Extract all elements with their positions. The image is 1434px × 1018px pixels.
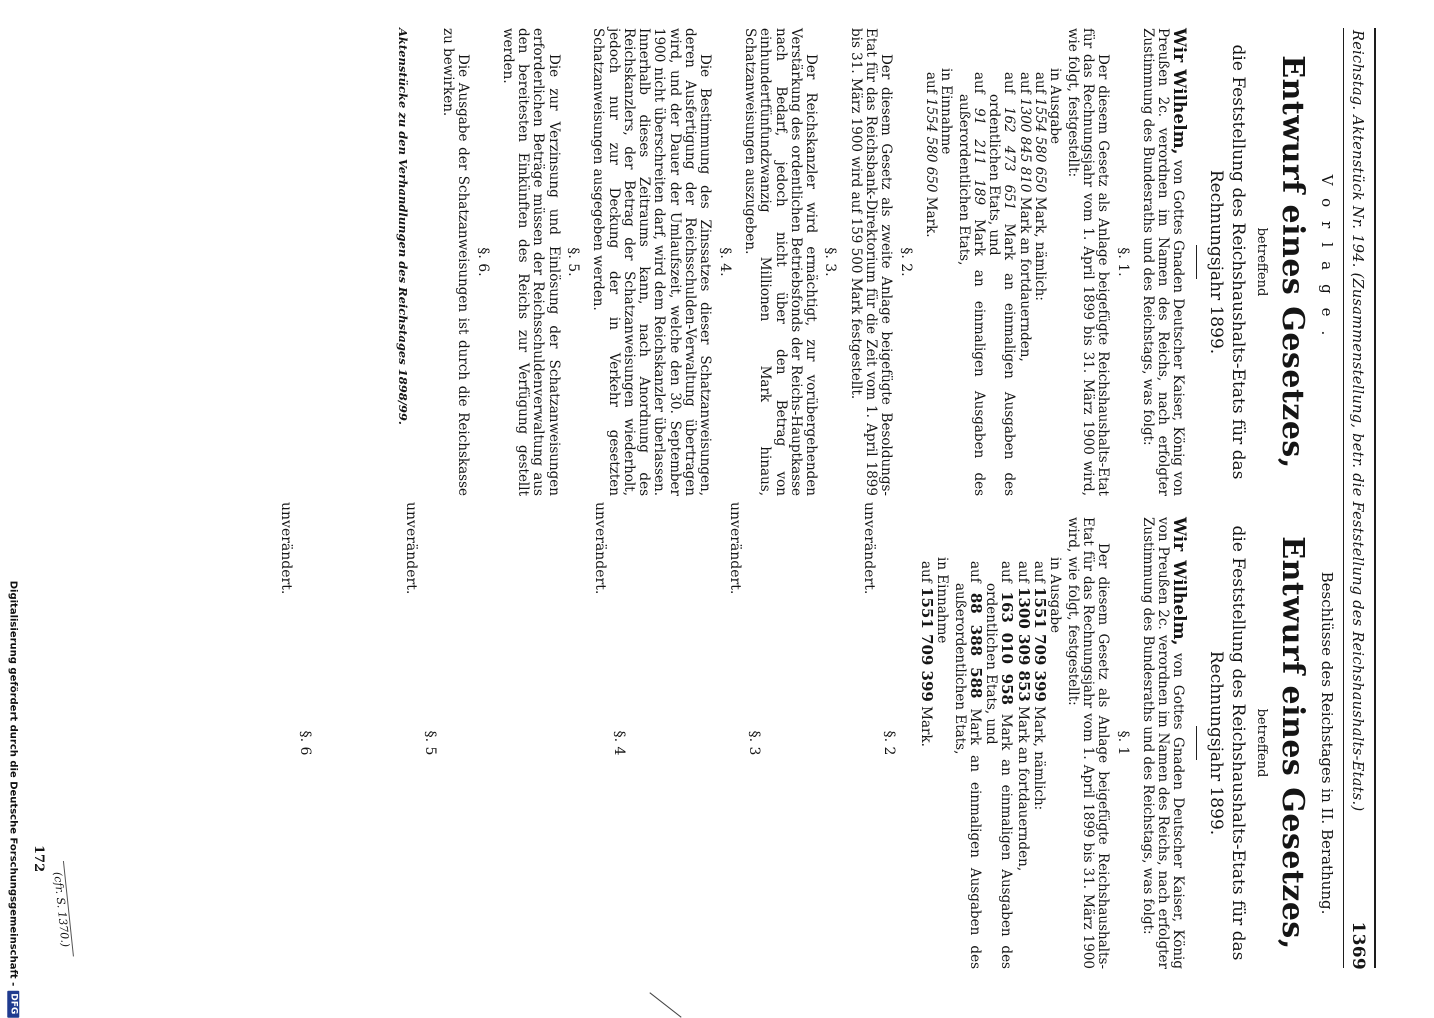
einmalig-ordentlich-rest: Mark an einmaligen Ausgaben des ordentlichen Etats, und <box>986 94 1018 497</box>
section-1-text: Der diesem Gesetz als Anlage beigefügte Reichshaushalts-Etat für das Rechnungsjahr vom 1. April 1899 bis 31. März 1900 wird, wie folgt, festgestellt: <box>1064 517 1112 969</box>
section-3-sign: §. 3 <box>746 730 763 756</box>
section-5-sign: §. 5 <box>421 730 438 756</box>
betreffend-label: betreffend <box>1253 708 1269 778</box>
section-4-sign: §. 4. <box>716 247 733 277</box>
preamble-ruler: Wir Wilhelm, <box>1169 517 1190 646</box>
folio-number: 172 <box>31 845 46 873</box>
section-1-sign: §. 1 <box>1114 730 1131 756</box>
einnahme-row: auf 1551 709 399 Mark. <box>917 561 936 747</box>
column-label: Beschlüsse des Reichstages in II. Berathung. <box>1318 571 1336 915</box>
fortdauernd-row: auf 1300 309 853 Mark an fortdauernden, <box>1014 561 1033 872</box>
preamble-ruler: Wir Wilhelm, <box>1169 28 1190 155</box>
einnahme-row: auf 1554 580 650 Mark. <box>922 72 939 238</box>
einmalig-ordentlich-amount: 162 473 651 <box>1001 106 1018 211</box>
section-2-text: Der diesem Gesetz als zweite Anlage beigefügte Besoldungs-Etat für das Reichsbank-Direktorium für die Zeit vom 1. April 1899 bis 31. März 1900 wird auf 159 500 Mark festgestellt. <box>847 28 895 496</box>
section-6-sign: §. 6 <box>297 730 314 756</box>
section-2-sign: §. 2. <box>897 247 914 277</box>
preamble-ruler-rest: von Gottes Gnaden Deutscher Kaiser, König von Preußen 2c. <box>1155 517 1187 969</box>
margin-pencil-mark <box>649 992 681 1017</box>
einmalig-ausserordentlich-row: auf 88 388 588 Mark an einmaligen Ausgaben des außerordentlichen Etats, <box>951 561 985 969</box>
einmalig-ausserordentlich-amount: 91 211 189 <box>970 107 987 206</box>
preamble <box>1139 28 1190 497</box>
ausgabe-total-row: auf 1554 580 650 Mark, nämlich: <box>1032 72 1049 301</box>
section-2-sign: §. 2 <box>880 730 897 756</box>
einnahme-rest: Mark. <box>922 192 939 238</box>
section-5-sign: §. 5. <box>565 247 582 277</box>
preamble <box>1139 517 1190 969</box>
ausgabe-label: in Ausgabe <box>1047 68 1064 144</box>
einnahme-amount: 1554 580 650 <box>922 98 939 193</box>
ausgabe-label: in Ausgabe <box>1047 557 1064 633</box>
page-number: 1369 <box>1348 921 1368 970</box>
section-6-unchanged: unverändert. <box>277 502 294 595</box>
einnahme-rest: Mark. <box>917 701 934 747</box>
section-2-unchanged: unverändert. <box>861 502 878 595</box>
law-subject: die Feststellung des Reichshaushalts-Etats für das Rechnungsjahr 1899. <box>1206 44 1249 480</box>
credit-text: Digitalisierung gefördert durch die Deutsche Forschungsgemeinschaft - <box>7 580 19 987</box>
dfg-logo: DFG <box>7 990 19 1017</box>
fortdauernd-row: auf 1300 845 810 Mark an fortdauernden, <box>1016 72 1033 362</box>
column-beschluesse <box>118 502 1338 969</box>
section-4-sign: §. 4 <box>611 730 628 756</box>
law-subject: die Feststellung des Reichshaushalts-Etats für das Rechnungsjahr 1899. <box>1206 525 1249 961</box>
law-title: Entwurf eines Gesetzes, <box>1274 55 1310 469</box>
section-3-unchanged: unverändert. <box>726 502 743 595</box>
section-3-text: Der Reichskanzler wird ermächtigt, zur vorübergehenden Verstärkung des ordentlichen Betriebsfonds der Reichs-Hauptkasse nach Bedarf, jedoch nicht über den Betrag von einhundertfünfundzwanzig Millionen Mark hinaus, Schatzanweisungen auszugeben. <box>741 28 820 496</box>
einmalig-ausserordentlich-rest: Mark an einmaligen Ausgaben des außerordentlichen Etats, <box>951 583 983 969</box>
section-1-sign: §. 1. <box>1114 247 1131 277</box>
preamble-ruler-rest: von Gottes Gnaden Deutscher Kaiser, König von Preußen 2c. <box>1155 28 1187 496</box>
ausgabe-total-amount: 1554 580 650 <box>1032 98 1049 193</box>
section-1-text: Der diesem Gesetz als Anlage beigefügte Reichshaushalts-Etat für das Rechnungsjahr vom 1. April 1899 bis 31. März 1900 wird, wie folgt, festgestellt: <box>1064 28 1112 496</box>
section-3-sign: §. 3. <box>822 247 839 277</box>
section-divider <box>1196 245 1197 279</box>
einmalig-ordentlich-amount: 163 010 958 <box>998 591 1017 705</box>
digitization-credit <box>0 580 26 1015</box>
einmalig-ausserordentlich-row: auf 91 211 189 Mark an einmaligen Ausgaben des außerordentlichen Etats, <box>955 72 987 497</box>
footnote: Aktenstücke zu den Verhandlungen des Reichstages 1898/99. <box>395 28 410 425</box>
ausgabe-total-amount: 1551 709 399 <box>1031 587 1050 702</box>
ausgabe-total-rest: Mark, nämlich: <box>1031 701 1048 811</box>
section-divider <box>1196 726 1197 760</box>
margin-note: (cfr. S. 1370.) <box>39 861 74 959</box>
einnahme-amount: 1551 709 399 <box>917 587 936 702</box>
column-vorlage <box>118 28 1338 496</box>
preamble-body: verordnen im Namen des Reichs, nach erfolgter Zustimmung des Bundesraths und des Reichstags, was folgt: <box>1139 28 1172 497</box>
fortdauernd-amount: 1300 845 810 <box>1016 98 1033 193</box>
einmalig-ordentlich-rest: Mark an einmaligen Ausgaben des ordentlichen Etats, und <box>983 583 1015 969</box>
fortdauernd-amount: 1300 309 853 <box>1014 587 1033 702</box>
section-4-text: Die Bestimmung des Zinssatzes dieser Schatzanweisungen, deren Ausfertigung der Reichsschulden-Verwaltung übertragen wird, und der Dauer der Umlaufszeit, welche den 30. September 1900 nicht überschreiten darf, wird dem Reichskanzler überlassen. Innerhalb dieses Zeitraums kann, nach Anordnung des Reichskanzlers, der Betrag der Schatzanweisungen wiederholt, jedoch nur zur Deckung der in Verkehr gesetzten Schatzanweisungen ausgegeben werden. <box>590 28 714 496</box>
column-label: Vorlage. <box>1318 174 1336 350</box>
header-top-rule <box>1374 28 1376 968</box>
header-bottom-rule <box>1343 28 1344 968</box>
section-5-unchanged: unverändert. <box>402 502 419 595</box>
einmalig-ausserordentlich-amount: 88 388 588 <box>966 592 985 699</box>
section-5-text: Die zur Verzinsung und Einlösung der Schatzanweisungen erforderlichen Beträge müssen der Reichsschuldenverwaltung aus den bereitesten Einkünften des Reichs zur Verfügung gestellt werden. <box>499 28 562 496</box>
einnahme-label: in Einnahme <box>938 68 955 155</box>
preamble-body: verordnen im Namen des Reichs, nach erfolgter Zustimmung des Bundesraths und des Reichstags, was folgt: <box>1139 517 1172 969</box>
ausgabe-total-row: auf 1551 709 399 Mark, nämlich: <box>1031 561 1050 811</box>
einmalig-ordentlich-row: auf 163 010 958 Mark an einmaligen Ausgaben des ordentlichen Etats, und <box>983 561 1017 969</box>
betreffend-label: betreffend <box>1253 227 1269 297</box>
law-title: Entwurf eines Gesetzes, <box>1274 536 1310 950</box>
einnahme-label: in Einnahme <box>934 557 951 644</box>
einmalig-ordentlich-row: auf 162 473 651 Mark an einmaligen Ausgaben des ordentlichen Etats, und <box>986 72 1018 497</box>
fortdauernd-rest: Mark an fortdauernden, <box>1016 192 1033 362</box>
fortdauernd-rest: Mark an fortdauernden, <box>1014 701 1031 872</box>
section-6-text: Die Ausgabe der Schatzanweisungen ist durch die Reichskasse zu bewirken. <box>439 28 472 496</box>
section-6-sign: §. 6. <box>474 247 491 277</box>
section-4-unchanged: unverändert. <box>592 502 609 595</box>
running-head-text: Reichstag. Aktenstück Nr. 194. (Zusammenstellung, betr. die Feststellung des Reichshaushalts-Etats.) <box>1349 30 1365 812</box>
running-header <box>1344 30 1368 970</box>
einmalig-ausserordentlich-rest: Mark an einmaligen Ausgaben des außerordentlichen Etats, <box>955 94 987 497</box>
ausgabe-total-rest: Mark, nämlich: <box>1032 192 1049 301</box>
